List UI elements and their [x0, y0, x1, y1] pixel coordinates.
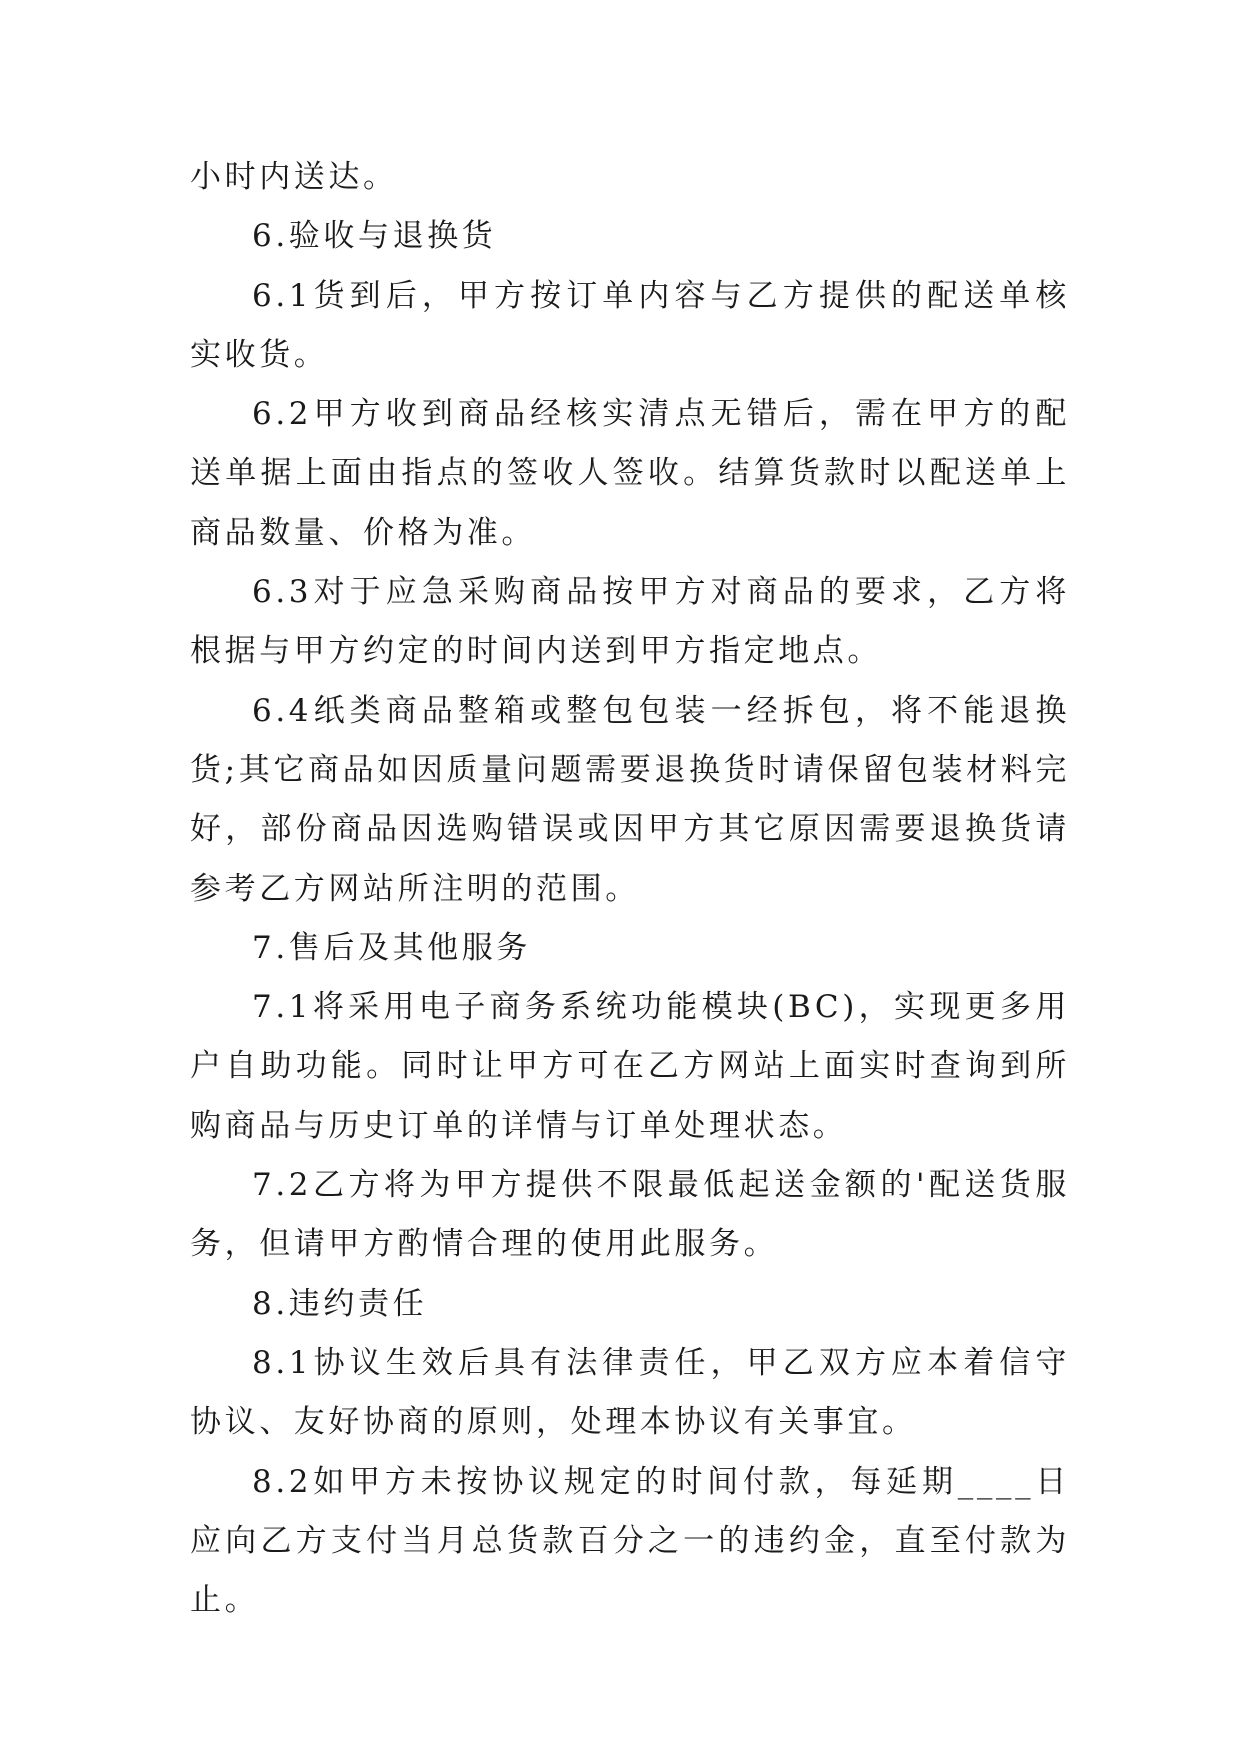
document-body — [190, 148, 1070, 1630]
clause-6-3: 6.3对于应急采购商品按甲方对商品的要求，乙方将根据与甲方约定的时间内送到甲方指定地点。 — [190, 574, 1070, 670]
clause-8-2: 8.2如甲方未按协议规定的时间付款，每延期____日应向乙方支付当月总货款百分之一的违约金，直至付款为止。 — [190, 1463, 1070, 1619]
clause-6-1: 6.1货到后，甲方按订单内容与乙方提供的配送单核实收货。 — [190, 277, 1070, 373]
clause-6-4: 6.4纸类商品整箱或整包包装一经拆包，将不能退换货;其它商品如因质量问题需要退换货时请保留包装材料完好，部份商品因选购错误或因甲方其它原因需要退换货请参考乙方网站所注明的范围。 — [190, 692, 1070, 907]
clause-6-2: 6.2甲方收到商品经核实清点无错后，需在甲方的配送单据上面由指点的签收人签收。结算货款时以配送单上商品数量、价格为准。 — [190, 396, 1070, 551]
section-heading-8: 8.违约责任 — [252, 1285, 428, 1322]
section-heading-6: 6.验收与退换货 — [252, 218, 497, 255]
clause-8-1: 8.1协议生效后具有法律责任，甲乙双方应本着信守协议、友好协商的原则，处理本协议有关事宜。 — [190, 1344, 1070, 1441]
clause-7-1: 7.1将采用电子商务系统功能模块(BC)，实现更多用户自助功能。同时让甲方可在乙方网站上面实时查询到所购商品与历史订单的详情与订单处理状态。 — [190, 989, 1070, 1144]
paragraph-continuation: 小时内送达。 — [190, 159, 398, 195]
clause-7-2: 7.2乙方将为甲方提供不限最低起送金额的'配送货服务，但请甲方酌情合理的使用此服务。 — [190, 1167, 1070, 1263]
section-heading-7: 7.售后及其他服务 — [252, 929, 531, 966]
